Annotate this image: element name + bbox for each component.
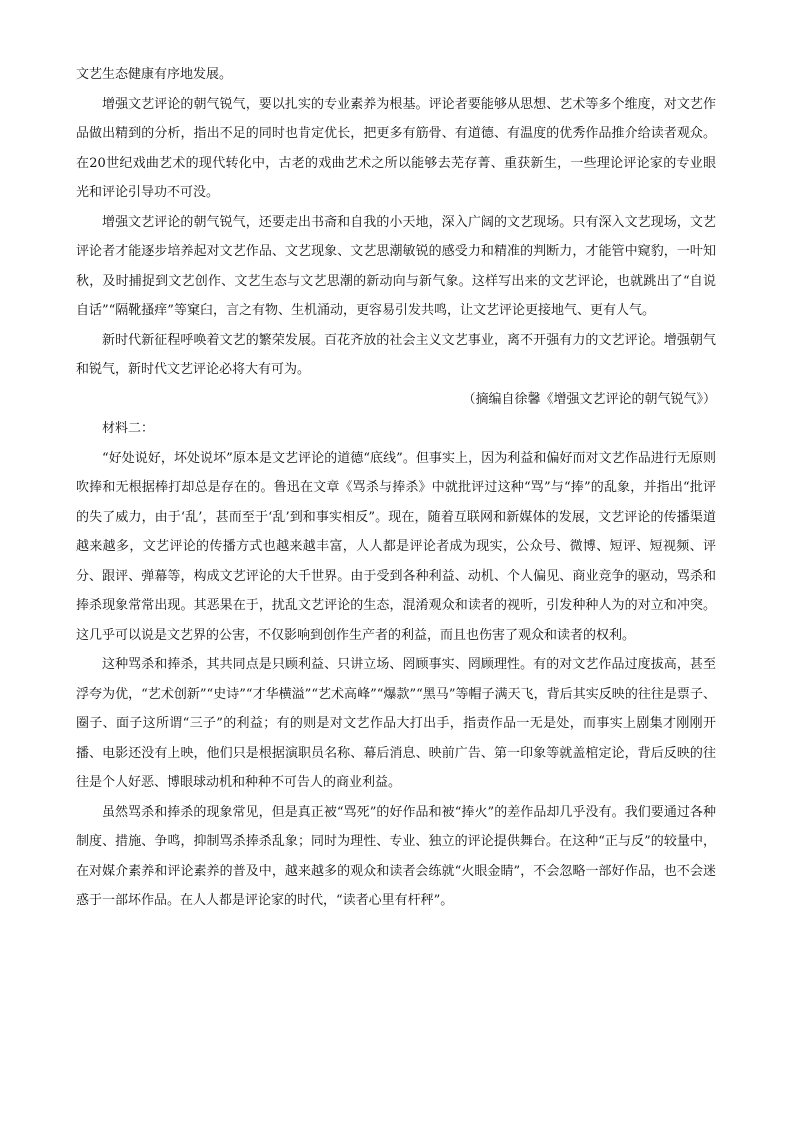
paragraph: 增强文艺评论的朝气锐气，要以扎实的专业素养为根基。评论者要能够从思想、艺术等多个维度，对文艺作品做出精到的分析，指出不足的同时也肯定优长，把更多有筋骨、有道德、有温度的优秀作品推介给读者观众。在20世纪戏曲艺术的现代转化中，古老的戏曲艺术之所以能够去芜存菁、重获新生，一些理论评论家的专业眼光和评论引导功不可没。 (76, 96, 716, 200)
paragraph: 增强文艺评论的朝气锐气，还要走出书斋和自我的小天地，深入广阔的文艺现场。只有深入文艺现场，文艺评论者才能逐步培养起对文艺作品、文艺现象、文艺思潮敏锐的感受力和精准的判断力，才能管中窥豹，一叶知秋，及时捕捉到文艺创作、文艺生态与文艺思潮的新动向与新气象。这样写出来的文艺评论，也就跳出了“自说自话”“隔靴搔痒”等窠臼，言之有物、生机涌动，更容易引发共鸣，让文艺评论更接地气、更有人气。 (76, 214, 716, 318)
paragraph: “好处说好，坏处说坏”原本是文艺评论的道德“底线”。但事实上，因为利益和偏好而对文艺作品进行无原则吹捧和无根据棒打却总是存在的。鲁迅在文章《骂杀与捧杀》中就批评过这种“骂”与“捧”的乱象，并指出“批评的失了威力，由于‘乱’，甚而至于‘乱’到和事实相反”。现在，随着互联网和新媒体的发展，文艺评论的传播渠道越来越多，文艺评论的传播方式也越来越丰富，人人都是评论者成为现实，公众号、微博、短评、短视频、评分、跟评、弹幕等，构成文艺评论的大千世界。由于受到各种利益、动机、个人偏见、商业竞争的驱动，骂杀和捧杀现象常常出现。其恶果在于，扰乱文艺评论的生态，混淆观众和读者的视听，引发种种人为的对立和冲突。这几乎可以说是文艺界的公害，不仅影响到创作生产者的利益，而且也伤害了观众和读者的权利。 (76, 450, 716, 643)
paragraph: 这种骂杀和捧杀，其共同点是只顾利益、只讲立场、罔顾事实、罔顾理性。有的对文艺作品过度拔高，甚至浮夸为优，“艺术创新”“史诗”“才华横溢”“艺术高峰”“爆款”“黑马”等帽子满天飞，背后其实反映的往往是票子、圈子、面子这所谓“三子”的利益；有的则是对文艺作品大打出手，指责作品一无是处，而事实上剧集才刚刚开播、电影还没有上映，他们只是根据演职员名称、幕后消息、映前广告、第一印象等就盖棺定论，背后反映的往往是个人好恶、博眼球动机和种种不可告人的商业利益。 (76, 657, 716, 790)
source-note: （摘编自徐馨《增强文艺评论的朝气锐气》） (462, 391, 716, 407)
paragraph: 文艺生态健康有序地发展。 (76, 67, 233, 82)
paragraph: 虽然骂杀和捧杀的现象常见，但是真正被“骂死”的好作品和被“捧火”的差作品却几乎没有。我们要通过各种制度、措施、争鸣，抑制骂杀捧杀乱象；同时为理性、专业、独立的评论提供舞台。在这种“正与反”的较量中，在对媒介素养和评论素养的普及中，越来越多的观众和读者会练就“火眼金睛”，不会忽略一部好作品，也不会迷惑于一部坏作品。在人人都是评论家的时代，“读者心里有杆秤”。 (76, 804, 716, 908)
paragraph: 新时代新征程呼唤着文艺的繁荣发展。百花齐放的社会主义文艺事业，离不开强有力的文艺评论。增强朝气和锐气，新时代文艺评论必将大有可为。 (76, 332, 716, 377)
article-body (76, 60, 716, 916)
material-label: 材料二： (102, 421, 155, 436)
